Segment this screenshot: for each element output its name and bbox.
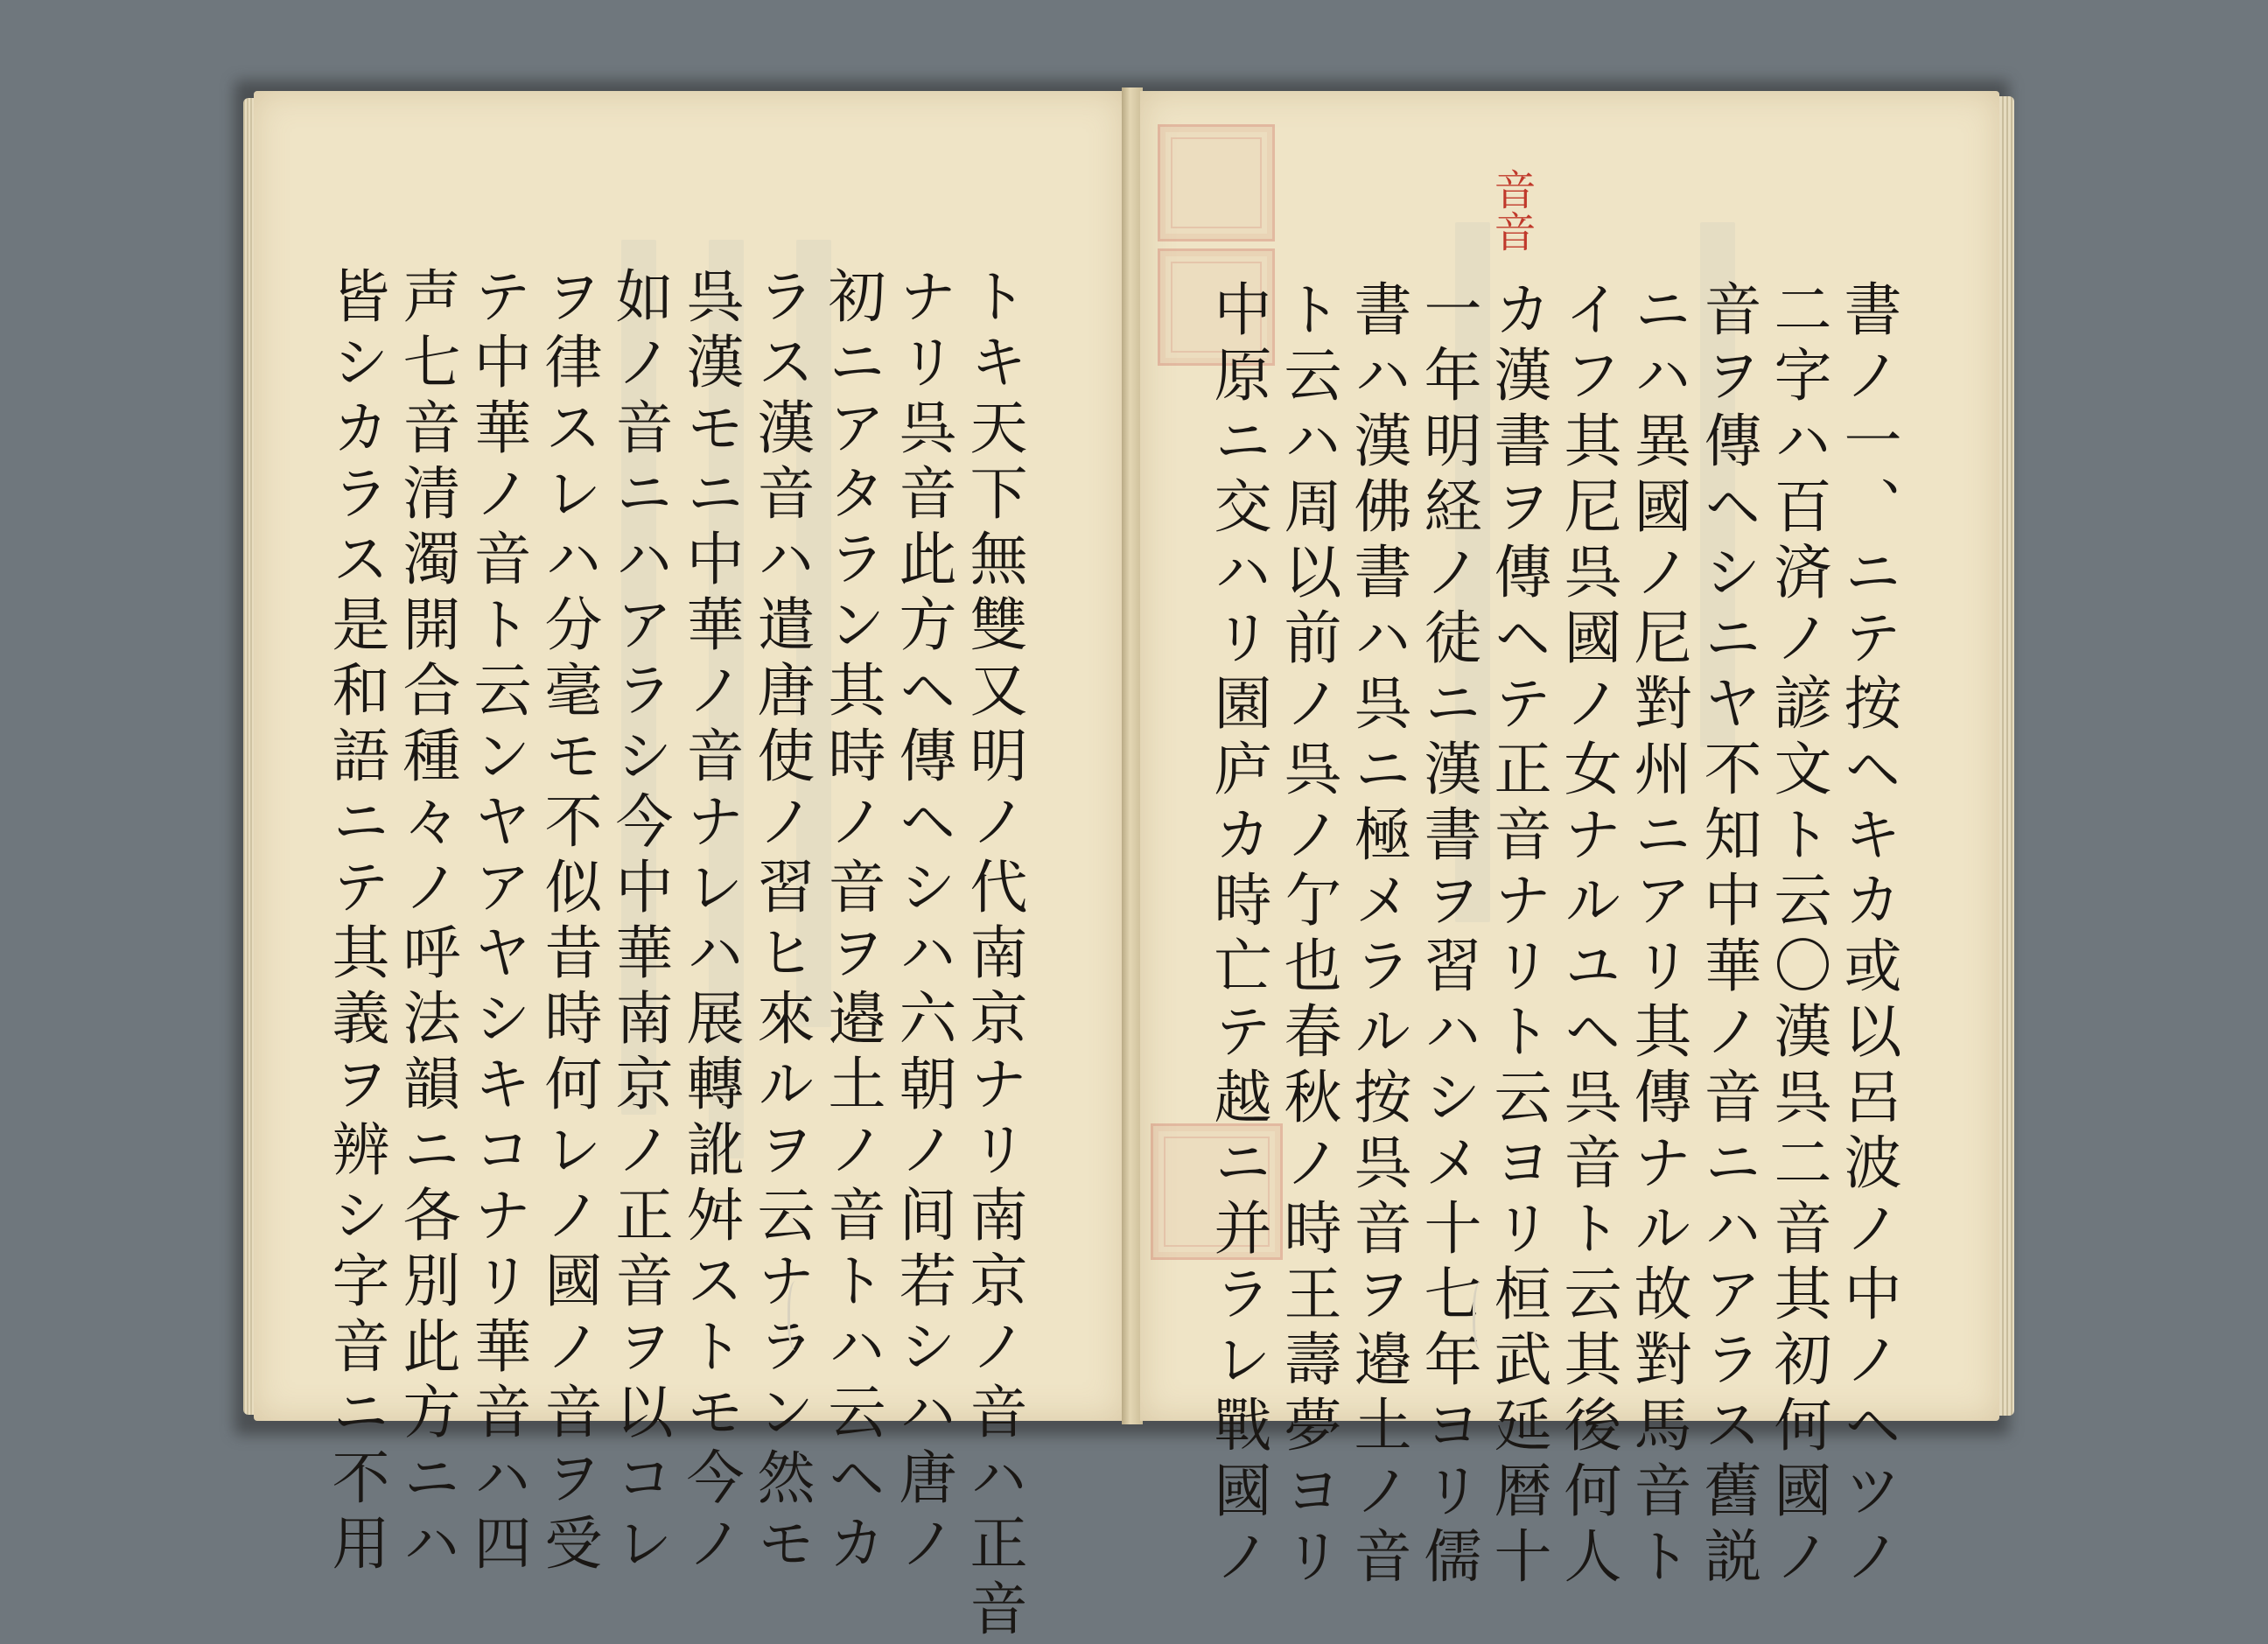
right-page [1140,91,1999,1592]
text-column: トキ天下無雙又明ノ代南京ナリ南京ノ音ハ正音 [960,266,1027,1644]
text-column: 書ノ一、ニテ按ヘキカ或以呂波ノ中ノヘツノ [1834,279,1901,1592]
text-column: 音ヲ傳ヘシニヤ不知中華ノ音ニハアラス舊説 [1694,279,1761,1592]
text-column: 中原ニ交ハリ園庐カ時亡テ越ニ并ラレ戰國ノ [1204,279,1271,1592]
text-column: イフ其尼呉國ノ女ナルユヘ呉音ト云其後何人 [1554,279,1621,1592]
text-column: 如ノ音ニハアラシ今中華南京ノ正音ヲ以コレ [606,266,673,1578]
text-column: 書ハ漢佛書ハ呉ニ極メラル按呉音ヲ邉土ノ音 [1344,279,1411,1592]
text-column: ニハ異國ノ尼對州ニアリ其傳ナル故對馬音ト [1624,279,1691,1592]
binding-thread [788,1281,808,1351]
text-column: 声七音清濁開合種々ノ呼法韻ニ各別此方ニハ [393,266,460,1578]
left-page [254,91,1124,1644]
text-column: 初ニアタラン其時ノ音ヲ邉土ノ音トハ云ヘカ [818,266,886,1578]
text-column: 皆シカラス是和語ニテ其義ヲ辨シ字音ニ不用 [322,266,389,1578]
text-column: 呉漢モニ中華ノ音ナレハ展轉訛舛ストモ今ノ [676,266,744,1578]
text-column: ナリ呉音此方ヘ傳ヘシハ六朝ノ间若シハ唐ノ [889,266,956,1578]
text-column: ト云ハ周以前ノ呉ノ亇也春秋ノ時王壽夢ヨリ [1274,279,1341,1592]
text-column: 一年明経ノ徒ニ漢書ヲ習ハシメ十七年ヨリ儒 [1414,279,1481,1592]
text-column: ヲ律スレハ分毫モ不似昔時何レノ國ノ音ヲ受 [535,266,602,1578]
text-column: テ中華ノ音ト云ンヤアヤシキコナリ華音ハ四 [464,266,531,1578]
text-column: カ漢書ヲ傳ヘテ正音ナリト云ヨリ桓武延暦十 [1484,279,1551,1592]
red-heading: 音音 [1487,168,1536,252]
text-column: 二字ハ百済ノ諺文ト云〇漢呉二音其初何國ノ [1764,279,1831,1592]
binding-thread [1473,1281,1493,1351]
seal-stamp [1158,124,1275,241]
text-column: ラス漢音ハ遣唐使ノ習ヒ來ルヲ云ナラン然モ [747,266,815,1578]
